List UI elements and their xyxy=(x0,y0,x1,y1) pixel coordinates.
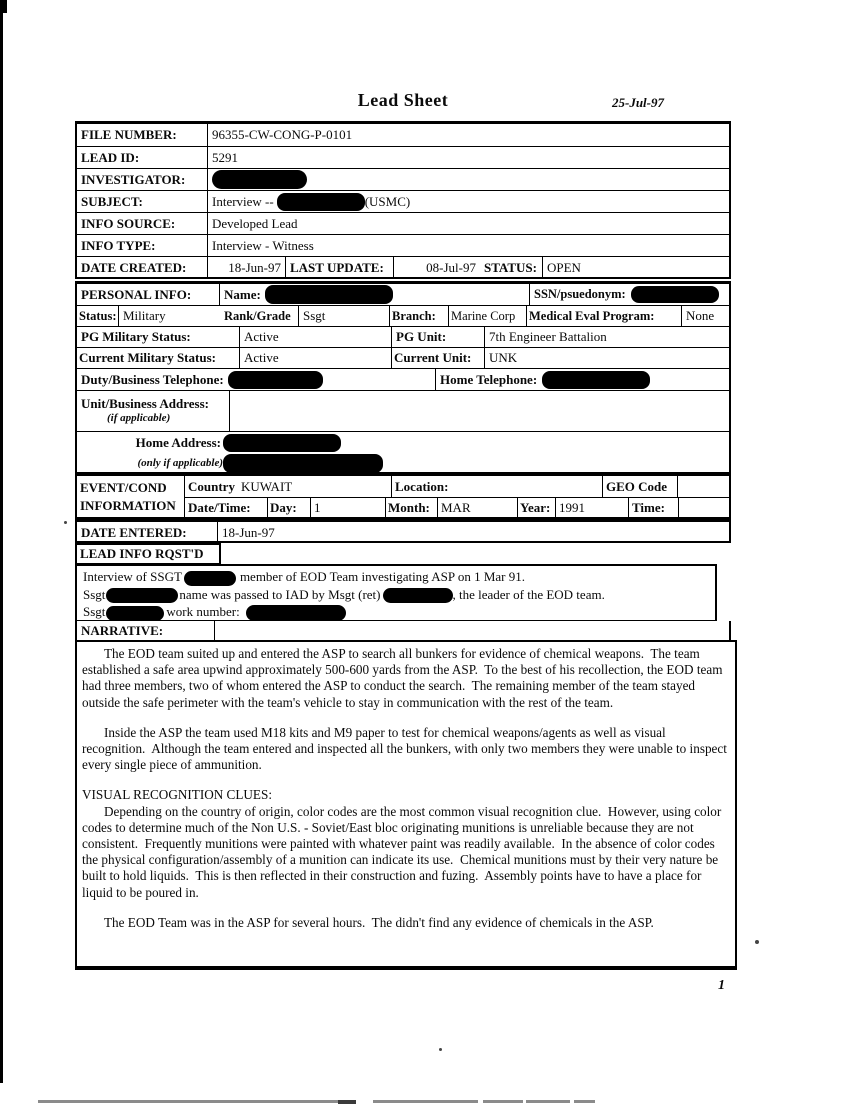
datetime-label: Date/Time: xyxy=(188,499,251,515)
investigator-label: INVESTIGATOR: xyxy=(81,171,186,187)
unit-address-field xyxy=(77,391,229,431)
lead-id-value: 5291 xyxy=(207,147,729,168)
table-row xyxy=(77,305,729,326)
last-update-label: LAST UPDATE: xyxy=(285,257,393,278)
status-value: Military xyxy=(118,306,222,326)
personal-info-label: PERSONAL INFO: xyxy=(81,286,192,302)
home-address-note: (only if applicable) xyxy=(137,457,223,469)
scan-dot xyxy=(64,521,67,524)
country-value: KUWAIT xyxy=(240,478,293,494)
current-military-status-label: Current Military Status: xyxy=(79,350,216,365)
table-row xyxy=(77,190,729,212)
ssn-field xyxy=(529,284,729,305)
scan-edge-bar xyxy=(0,0,3,1083)
lead-info-rqstd-box xyxy=(75,543,221,565)
lead-summary-line2-post: , the leader of the EOD team. xyxy=(452,586,605,602)
lead-id-label: LEAD ID: xyxy=(81,149,140,165)
date-created-label: DATE CREATED: xyxy=(81,259,187,275)
table-row xyxy=(77,234,729,256)
narrative-paragraph-2: Inside the ASP the team used M18 kits and M9 paper to test for chemical weapons/agents as well as visual recognition. Although the team entered and inspected all the bunkers, with only two members they were unable to inspect every single piece of ammunition. xyxy=(82,724,731,773)
narrative-box xyxy=(75,640,737,970)
narrative-paragraph-1: The EOD team suited up and entered the ASP to search all bunkers for evidence of chemical weapons. The team established a safe area upwind approximately 500-600 yards from the ASP. To the best of his recollection, the EOD team had three members, two of whom entered the ASP to conduct the search. The remaining member of the team stayed outside the safe perimeter with the team's vehicle to stay in communication with the rest of the team. xyxy=(82,646,726,710)
day-label: Day: xyxy=(267,498,310,517)
current-military-status-value: Active xyxy=(239,348,391,368)
table-row xyxy=(77,390,729,431)
geo-code-label: GEO Code xyxy=(602,476,677,497)
scan-bottom-line xyxy=(38,1100,338,1103)
location-label: Location: xyxy=(391,476,602,497)
scan-bottom-line xyxy=(338,1100,356,1104)
ssn-label: SSN/psuedonym: xyxy=(534,287,626,301)
rank-grade-label: Rank/Grade xyxy=(224,308,291,323)
unit-address-value xyxy=(229,391,729,431)
table-row xyxy=(77,168,729,190)
table-row xyxy=(77,284,729,305)
redaction xyxy=(277,193,365,211)
home-phone-field xyxy=(435,369,729,390)
scan-dot xyxy=(755,940,759,944)
lead-summary-line1-post: member of EOD Team investigating ASP on 1 Mar 91. xyxy=(239,569,525,584)
narrative-label-cell xyxy=(77,621,215,640)
year-label: Year: xyxy=(517,498,555,517)
geo-code-value xyxy=(677,476,729,497)
lead-summary-box xyxy=(75,564,717,622)
scan-corner-mark xyxy=(0,0,7,13)
date-entered-row xyxy=(75,520,731,543)
year-value: 1991 xyxy=(555,498,628,517)
unit-address-label: Unit/Business Address: xyxy=(81,396,209,411)
narrative-label: NARRATIVE: xyxy=(81,622,164,638)
info-type-value: Interview - Witness xyxy=(207,235,729,256)
redaction xyxy=(246,605,346,621)
table-row xyxy=(77,368,729,390)
redaction xyxy=(228,371,323,389)
lead-summary-line3 xyxy=(83,603,709,621)
lead-summary-line1 xyxy=(83,568,709,586)
table-row xyxy=(77,326,729,347)
scan-bottom-line xyxy=(483,1100,523,1103)
table-row xyxy=(185,497,729,517)
event-cond-table xyxy=(75,474,731,520)
redaction xyxy=(106,606,164,621)
page-number: 1 xyxy=(718,978,725,993)
month-label: Month: xyxy=(385,498,437,517)
branch-label: Branch: xyxy=(389,306,448,326)
table-row xyxy=(77,124,729,146)
subject-label: SUBJECT: xyxy=(81,193,143,209)
duty-phone-field xyxy=(77,369,435,390)
home-address-line1 xyxy=(105,434,341,452)
time-label: Time: xyxy=(628,498,678,517)
date-entered-value: 18-Jun-97 xyxy=(217,522,729,543)
narrative-paragraph-3: Depending on the country of origin, color codes are the most common visual recognition clue. However, using color codes to determine much of the Non U.S. - Soviet/East bloc originating munitions is unreliable because they are not consistent. Frequently munitions were painted with whatever paint was readily available. In the absence of color codes the physical configuration/assembly of a munition can indicate its use. Chemical munitions must by their very nature be built to hold liquids. This is then reflected in their construction and fuzing. Assembly points have to have a place for liquid to be poured in. xyxy=(82,803,725,900)
duty-phone-label: Duty/Business Telephone: xyxy=(81,371,224,387)
pg-unit-value: 7th Engineer Battalion xyxy=(484,327,729,347)
pg-military-status-label: PG Military Status: xyxy=(81,329,191,344)
status-value: OPEN xyxy=(542,257,729,278)
redaction xyxy=(223,454,383,473)
event-cond-label-line2: INFORMATION xyxy=(80,497,176,513)
unit-address-note: (if applicable) xyxy=(107,412,171,424)
event-cond-rows xyxy=(185,476,729,517)
investigator-value xyxy=(207,169,729,190)
status-label: STATUS: xyxy=(484,259,537,275)
narrative-label-row xyxy=(75,621,731,640)
branch-value: Marine Corp xyxy=(448,306,526,326)
time-value xyxy=(678,498,729,517)
pg-unit-label: PG Unit: xyxy=(391,327,484,347)
name-field xyxy=(219,284,529,305)
lead-summary-line1-pre: Interview of SSGT xyxy=(83,569,182,584)
redaction xyxy=(106,588,178,603)
day-value: 1 xyxy=(310,498,385,517)
redaction xyxy=(383,588,453,603)
table-row xyxy=(77,256,729,278)
date-entered-label: DATE ENTERED: xyxy=(81,525,187,540)
lead-info-rqstd-label: LEAD INFO RQST'D xyxy=(80,546,204,561)
home-address-line2 xyxy=(105,454,383,473)
country-field xyxy=(185,476,391,497)
subject-prefix: Interview -- xyxy=(212,193,274,209)
current-unit-value: UNK xyxy=(484,348,729,368)
home-address-label: Home Address: xyxy=(135,434,221,450)
pg-military-status-value: Active xyxy=(239,327,391,347)
redaction xyxy=(212,170,307,189)
home-address-field xyxy=(77,432,729,474)
table-row xyxy=(77,146,729,168)
status-label: Status: xyxy=(79,308,117,323)
lead-summary-line3-mid: work number: xyxy=(166,604,240,620)
scan-dot xyxy=(439,1048,442,1051)
rank-grade-value: Ssgt xyxy=(298,306,389,326)
home-phone-label: Home Telephone: xyxy=(440,371,538,387)
table-row xyxy=(77,212,729,234)
event-cond-label xyxy=(77,476,185,517)
medical-eval-value: None xyxy=(681,306,729,326)
scan-bottom-line xyxy=(526,1100,570,1103)
identification-table xyxy=(75,121,731,279)
redaction xyxy=(265,285,393,304)
table-row xyxy=(185,476,729,497)
table-row xyxy=(77,431,729,474)
lead-summary-line2-pre: Ssgt xyxy=(83,586,106,602)
date-created-value: 18-Jun-97 xyxy=(207,257,285,278)
lead-summary-line3-pre: Ssgt xyxy=(83,604,106,620)
event-cond-label-line1: EVENT/COND xyxy=(80,479,167,495)
lead-summary-line2 xyxy=(83,586,709,604)
scan-bottom-line xyxy=(373,1100,478,1103)
last-update-value: 08-Jul-97 xyxy=(393,257,480,278)
month-value: MAR xyxy=(437,498,517,517)
info-source-value: Developed Lead xyxy=(207,213,729,234)
header-date: 25-Jul-97 xyxy=(612,95,664,110)
redaction xyxy=(184,571,236,586)
redaction xyxy=(631,286,719,303)
info-source-label: INFO SOURCE: xyxy=(81,215,176,231)
medical-eval-label: Medical Eval Program: xyxy=(526,306,681,326)
name-label: Name: xyxy=(224,286,261,302)
scan-bottom-line xyxy=(574,1100,595,1103)
country-label: Country xyxy=(188,478,235,494)
table-row xyxy=(77,347,729,368)
table-row xyxy=(77,522,729,543)
current-unit-label: Current Unit: xyxy=(391,348,484,368)
file-number-value: 96355-CW-CONG-P-0101 xyxy=(207,124,729,146)
subject-value xyxy=(207,191,729,212)
personal-info-table xyxy=(75,281,731,474)
info-type-label: INFO TYPE: xyxy=(81,237,156,253)
page-title: Lead Sheet xyxy=(357,90,449,110)
narrative-heading: VISUAL RECOGNITION CLUES: xyxy=(82,787,272,803)
subject-suffix: (USMC) xyxy=(364,193,411,209)
redaction xyxy=(223,434,341,452)
lead-summary-line2-mid: name was passed to IAD by Msgt (ret) xyxy=(179,586,381,602)
redaction xyxy=(542,371,650,389)
file-number-label: FILE NUMBER: xyxy=(81,127,177,142)
narrative-paragraph-4: The EOD Team was in the ASP for several hours. The didn't find any evidence of chemicals in the ASP. xyxy=(104,914,654,930)
